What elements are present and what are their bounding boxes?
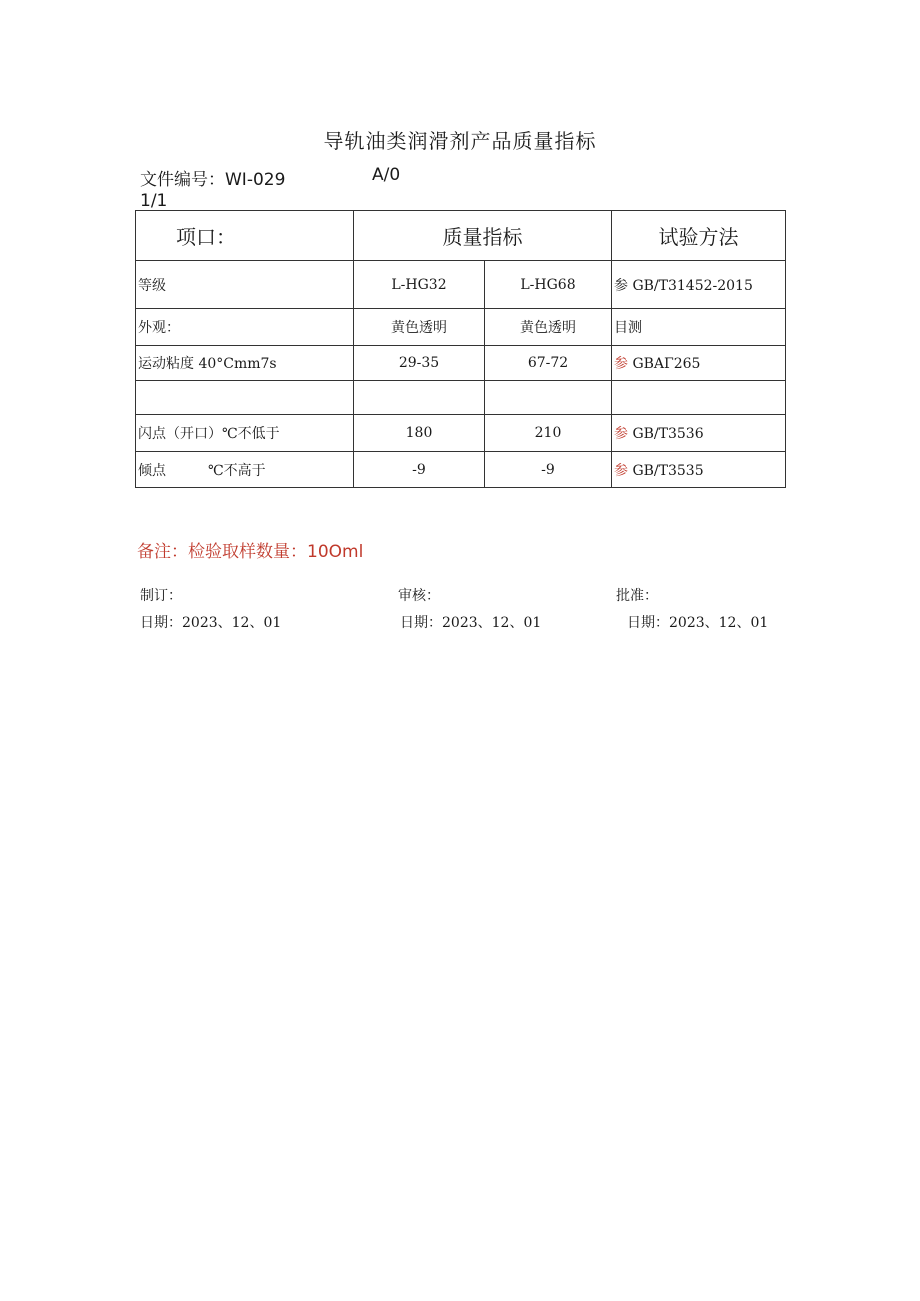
method-prefix: 参: [614, 462, 628, 479]
method-prefix: 参: [614, 277, 628, 294]
cell-item: [136, 381, 354, 415]
cell-test-method: [612, 415, 786, 452]
method-standard: GB/T31452-2015: [628, 277, 753, 294]
cell-value-grade2: 210: [485, 415, 612, 452]
document-title: 导轨油类润滑剂产品质量指标: [323, 129, 597, 153]
header-item: 项口：: [136, 211, 354, 261]
method-standard: GB/T3535: [628, 462, 704, 479]
cell-value-grade1: L-HG32: [354, 261, 485, 309]
cell-item: 等级: [136, 261, 354, 309]
cell-value-grade1: -9: [354, 452, 485, 488]
table-row: [136, 346, 786, 381]
approved-label: 批准：: [616, 588, 658, 604]
cell-item: 外观：: [136, 309, 354, 346]
method-standard: GB/T3536: [628, 426, 704, 442]
drafted-label: 制订：: [140, 588, 182, 604]
reviewed-date: 日期：2023、12、01: [400, 615, 542, 631]
table-row: [136, 261, 786, 309]
method-standard: 目测: [614, 320, 642, 336]
drafted-date: 日期：2023、12、01: [140, 615, 282, 631]
cell-test-method: [612, 261, 786, 309]
document-number: 文件编号：WI-029: [140, 170, 286, 190]
table-body: [136, 261, 786, 488]
cell-value-grade2: [485, 381, 612, 415]
header-method: 试验方法: [612, 211, 786, 261]
cell-test-method: [612, 381, 786, 415]
remark-note: 备注：检验取样数量：10Oml: [137, 542, 364, 562]
header-quality: 质量指标: [354, 211, 612, 261]
method-prefix: 参: [614, 356, 628, 372]
cell-value-grade1: 180: [354, 415, 485, 452]
cell-item: 闪点（开口）℃不低于: [136, 415, 354, 452]
cell-test-method: [612, 346, 786, 381]
cell-value-grade2: 67-72: [485, 346, 612, 381]
cell-value-grade2: -9: [485, 452, 612, 488]
cell-value-grade1: [354, 381, 485, 415]
cell-test-method: [612, 309, 786, 346]
table-row: [136, 452, 786, 488]
method-prefix: 参: [614, 426, 628, 442]
cell-value-grade2: 黄色透明: [485, 309, 612, 346]
cell-item: 运动粘度 40°Cmm7s: [136, 346, 354, 381]
method-standard: GBAΓ265: [628, 356, 701, 372]
cell-value-grade2: L-HG68: [485, 261, 612, 309]
cell-value-grade1: 29-35: [354, 346, 485, 381]
page-number: 1/1: [140, 191, 168, 211]
reviewed-label: 审核：: [398, 588, 440, 604]
table-row: [136, 381, 786, 415]
cell-value-grade1: 黄色透明: [354, 309, 485, 346]
table-row: [136, 309, 786, 346]
quality-spec-table: [135, 210, 786, 488]
table-row: [136, 415, 786, 452]
cell-item: 倾点 ℃不高于: [136, 452, 354, 488]
revision-number: A/0: [372, 165, 401, 185]
table-header-row: [136, 211, 786, 261]
approved-date: 日期：2023、12、01: [627, 615, 769, 631]
cell-test-method: [612, 452, 786, 488]
